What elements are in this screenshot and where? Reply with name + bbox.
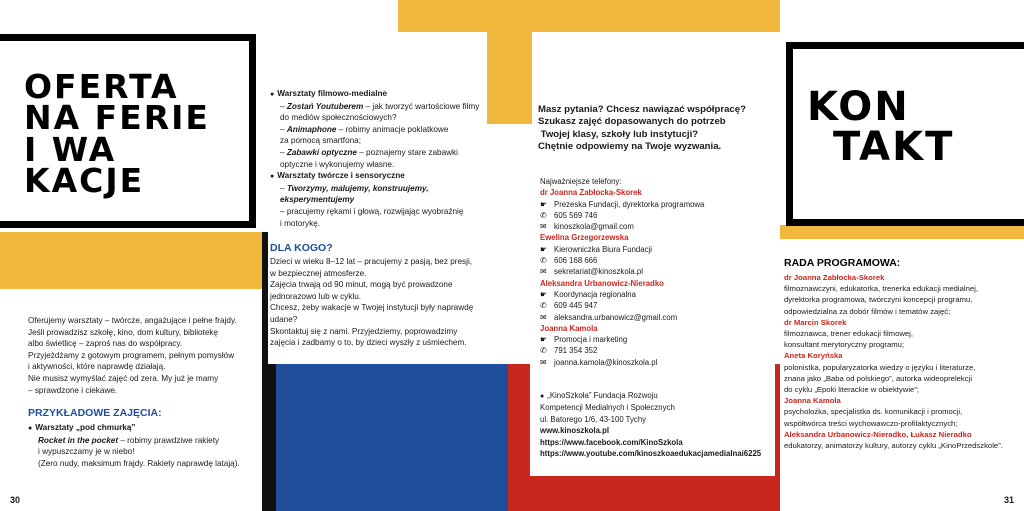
- intro-text: Oferujemy warsztaty – twórcze, angażujące i pełne frajdy. Jeśli prowadzisz szkołę, kino, dom kultury, bibliotekę albo świetlicę – zaproś nas do współpracy. Przyjeżdżamy z gotowym programem, pełnym pomysłów i aktywności, które naprawdę działają. Nie musisz wymyślać zajęć od zera. My już je mamy – sprawdzone i ciekawe.: [28, 316, 237, 395]
- contacts-list: Najważniejsze telefony: dr Joanna Zabłocka-Skorek ☛ Prezeska Fundacji, dyrektorka programowa ✆ 605 569 746 ✉ kinoszkola@gmail.com Ewelina Grzegorzewska ☛ Kierowniczka Biura Fundacji ✆ 606 168 666 ✉ sekretariat@kinoszkola.pl Aleksandra Urbanowicz-Nieradko ☛ Koordynacja regionalna ✆ 609 445 947 ✉ aleksandra.urbanowicz@gmail.com Joanna Kamola ☛ Promocja i marketing ✆ 791 354 352 ✉ joanna.kamola@kinoszkola.pl: [540, 176, 778, 368]
- headline-kontakt: KON TAKT: [807, 84, 955, 170]
- board-list: dr Joanna Zabłocka-Skorek filmoznawczyni, edukatorka, trenerka edukacji medialnej, dyrektorka programowa, twórczyni koncepcji programu, odpowiedzialna za dobór filmów i tematów zajęć; dr Marcin Skorek filmoznawca, trener edukacji filmowej, konsultant merytoryczny programu; Aneta Koryńska polonistka, popularyzatorka wiedzy o języku i literaturze, znana jako „Baba od polskiego”, autorka wideoprelekcji do cyklu „Epoki literackie w obiektywie”; Joanna Kamola psycholożka, specjalistka ds. komunikacji i promocji, współtwórca treści wychowawczo-profilaktycznych; Aleksandra Urbanowicz-Nieradko, Łukasz Nieradko edukatorzy, animatorzy kultury, autorzy cyklu „KinoPrzedszkole”.: [784, 273, 1003, 451]
- pointing-hand-icon: ☛: [540, 335, 548, 345]
- blue-block: [276, 364, 508, 511]
- website-link[interactable]: www.kinoszkola.pl: [540, 426, 610, 436]
- envelope-icon: ✉: [540, 357, 547, 367]
- who-text: Dzieci w wieku 8–12 lat – pracujemy z pasją, bez presji, w bezpiecznej atmosferze. Zajęcia trwają od 90 minut, mogą być prowadzone jednorazowo lub w cyklu. Chcesz, żeby wakacje w Twojej instytucji były naprawdę udane? Skontaktuj się z nami. Przyjedziemy, poprowadzimy zajęcia i zadbamy o to, by dzieci wyszły z uśmiechem.: [270, 257, 474, 348]
- email-link[interactable]: aleksandra.urbanowicz@gmail.com: [554, 312, 678, 322]
- contact-name: dr Joanna Zabłocka-Skorek: [540, 188, 642, 198]
- black-bar-bottom: [268, 364, 276, 511]
- examples-heading: PRZYKŁADOWE ZAJĘCIA:: [28, 407, 162, 419]
- yellow-block-left: [0, 232, 262, 289]
- yellow-block-right: [780, 225, 1024, 239]
- example1-title: ● Warsztaty „pod chmurką”: [28, 422, 262, 435]
- phone-icon: ✆: [540, 210, 547, 220]
- example-list: ● Warsztaty „pod chmurką” Rocket in the pocket – robimy prawdziwe rakiety i wypuszczamy je w niebo! (Zero nudy, maksimum frajdy. Rakiety naprawdę latają).: [28, 422, 262, 469]
- facebook-link[interactable]: https://www.facebook.com/KinoSzkola: [540, 437, 683, 447]
- ws1-title: ● Warsztaty filmowo-medialne: [270, 88, 495, 101]
- pointing-hand-icon: ☛: [540, 199, 548, 209]
- email-link[interactable]: joanna.kamola@kinoszkola.pl: [554, 357, 658, 367]
- page-number-right: 31: [1003, 495, 1014, 505]
- phone-icon: ✆: [540, 346, 547, 356]
- yellow-block-top: [398, 0, 780, 32]
- workshops-list: ● Warsztaty filmowo-medialne – Zostań Youtuberem – jak tworzyć wartościowe filmy do mediów społecznościowych? – Animaphone – robimy animacje poklatkowe za pomocą smartfona; – Zabawki optyczne – poznajemy stare zabawki optyczne i wykonujemy własne. ● Warsztaty twórcze i sensoryczne – Tworzymy, malujemy, konstruujemy, eksperymentujemy – pracujemy rękami i głową, rozwijając wyobraźnię i motorykę.: [270, 88, 495, 229]
- headline-box-left: [0, 34, 256, 228]
- youtube-link[interactable]: https://www.youtube.com/kinoszkoaedukacjamedialnai6225: [540, 449, 762, 459]
- page-number-left: 30: [10, 495, 21, 505]
- organisation-info: ● „KinoSzkoła” Fundacja Rozwoju Kompetencji Medialnych i Społecznych ul. Batorego 1/6, 43-100 Tychy www.kinoszkola.pl https://www.facebook.com/KinoSzkola https://www.youtube.com/kinoszkoaedukacjamedialnai6225: [540, 390, 776, 459]
- contact-name: Aleksandra Urbanowicz-Nieradko: [540, 278, 664, 288]
- ws2-title: ● Warsztaty twórcze i sensoryczne: [270, 170, 495, 183]
- pointing-hand-icon: ☛: [540, 244, 548, 254]
- envelope-icon: ✉: [540, 312, 547, 322]
- board-heading: RADA PROGRAMOWA:: [784, 257, 901, 269]
- contact-name: Joanna Kamola: [540, 323, 598, 333]
- email-link[interactable]: sekretariat@kinoszkola.pl: [554, 267, 643, 277]
- envelope-icon: ✉: [540, 222, 547, 232]
- headline-box-right: [786, 42, 1024, 226]
- phone-icon: ✆: [540, 256, 547, 266]
- headline-oferta: OFERTA NA FERIE I WA KACJE: [24, 67, 210, 201]
- email-link[interactable]: kinoszkola@gmail.com: [554, 222, 634, 232]
- contact-questions: Masz pytania? Chcesz nawiązać współpracę? Szukasz zajęć dopasowanych do potrzeb Twojej klasy, szkoły lub instytucji? Chętnie odpowiemy na Twoje wyzwania.: [538, 104, 746, 153]
- contact-name: Ewelina Grzegorzewska: [540, 233, 629, 243]
- who-heading: DLA KOGO?: [270, 242, 333, 254]
- phone-icon: ✆: [540, 301, 547, 311]
- envelope-icon: ✉: [540, 267, 547, 277]
- pointing-hand-icon: ☛: [540, 289, 548, 299]
